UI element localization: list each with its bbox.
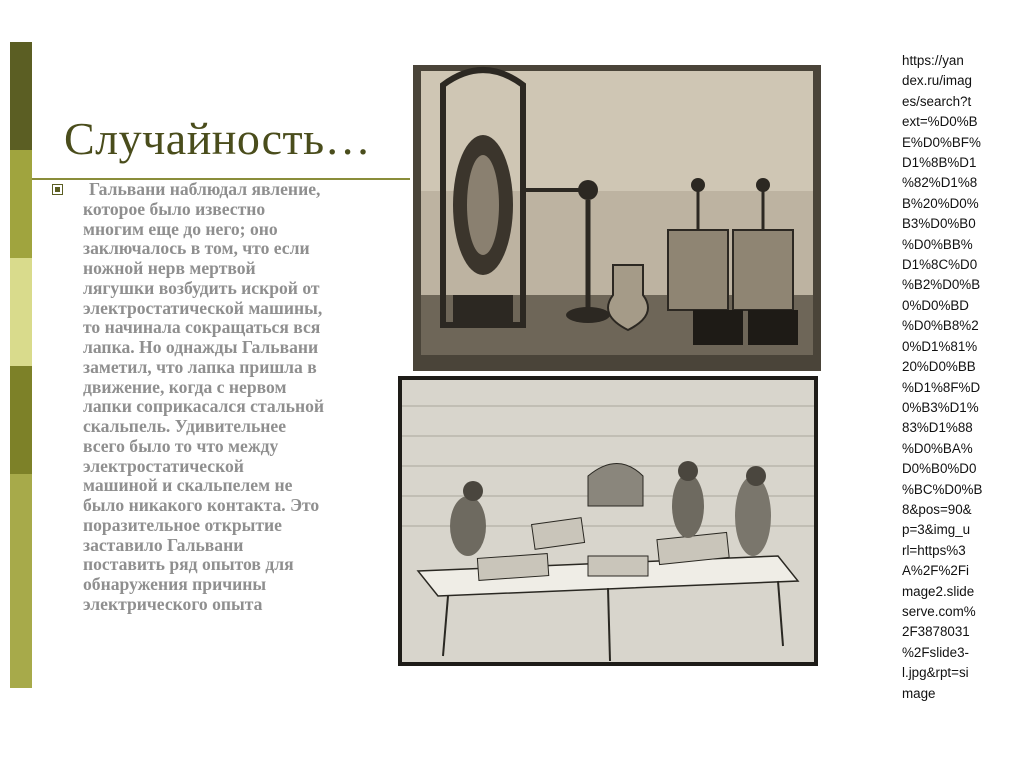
url-text-line: serve.com% — [902, 603, 976, 619]
url-text-line: %2Fslide3- — [902, 644, 969, 660]
url-text-line: 8&pos=90& — [902, 501, 972, 517]
accent-segment — [10, 42, 32, 150]
slide-body-text — [83, 180, 413, 615]
url-text-line: B%20%D0% — [902, 195, 979, 211]
url-text-line: mage — [902, 685, 936, 701]
body-text-line: электростатической — [83, 455, 244, 476]
body-text-line: лягушки возбудить искрой от — [83, 277, 320, 298]
url-text-line: rl=https%3 — [902, 542, 966, 558]
url-text-line: es/search?t — [902, 93, 972, 109]
url-text-line: %82%D1%8 — [902, 175, 978, 191]
url-text-line: %D0%BA% — [902, 440, 973, 456]
body-text-line: поразительное открытие — [83, 514, 282, 535]
source-url-text — [902, 51, 1002, 704]
url-text-line: D1%8C%D0 — [902, 257, 978, 273]
url-text-line: 0%D1%81% — [902, 338, 978, 354]
url-text-line: 2F3878031 — [902, 624, 970, 640]
body-text-line: электростатической машины, — [83, 297, 323, 318]
url-text-line: %D1%8F%D — [902, 379, 981, 395]
slide-title: Случайность… — [64, 113, 372, 164]
url-text-line: %B2%D0%B — [902, 277, 981, 293]
url-text-line: dex.ru/imag — [902, 73, 972, 89]
body-text-line: заставило Гальвани — [83, 534, 244, 555]
body-text-line: было никакого контакта. Это — [83, 495, 320, 515]
url-text-line: E%D0%BF% — [902, 134, 981, 150]
sidebar-accent-bar — [10, 42, 32, 688]
body-text-line: машиной и скальпелем не — [83, 475, 293, 496]
body-text-line: ножной нерв мертвой — [83, 258, 256, 278]
body-text-line: лапки соприкасался стальной — [83, 396, 325, 417]
url-text-line: B3%D0%B0 — [902, 216, 976, 232]
url-text-line: mage2.slide — [902, 583, 975, 599]
body-text-line: лапка. Но однажды Гальвани — [83, 337, 319, 357]
url-text-line: https://yan — [902, 53, 964, 68]
url-text-line: 20%D0%BB — [902, 359, 976, 375]
laboratory-apparatus-photo — [413, 65, 821, 371]
galvani-experiment-engraving — [398, 376, 818, 666]
accent-segment — [10, 366, 32, 474]
body-text-line: Гальвани наблюдал явление, — [89, 179, 321, 199]
url-text-line: D1%8B%D1 — [902, 155, 977, 171]
url-text-line: D0%B0%D0 — [902, 461, 977, 477]
url-text-line: %D0%B8%2 — [902, 318, 979, 334]
url-text-line: p=3&img_u — [902, 522, 971, 538]
url-text-line: A%2F%2Fi — [902, 563, 969, 579]
body-text-line: всего было то что между — [83, 435, 279, 456]
url-text-line: %BC%D0%B — [902, 481, 983, 497]
body-text-line: поставить ряд опытов для — [83, 554, 294, 575]
square-bullet-icon — [52, 184, 63, 195]
url-text-line: 0%B3%D1% — [902, 399, 979, 415]
accent-segment — [10, 150, 32, 258]
body-text-line: скальпель. Удивительнее — [83, 416, 286, 436]
accent-segment — [10, 474, 32, 688]
url-text-line: ext=%D0%B — [902, 114, 978, 130]
body-text-line: электрического опыта — [83, 593, 263, 614]
body-text-line: заключалось в том, что если — [83, 238, 310, 259]
url-text-line: 0%D0%BD — [902, 297, 969, 313]
accent-segment — [10, 258, 32, 366]
url-text-line: %D0%BB% — [902, 236, 973, 252]
body-text-line: обнаружения причины — [83, 574, 267, 594]
body-text-line: многим еще до него; оно — [83, 218, 278, 239]
body-text-line: движение, когда с нервом — [83, 376, 287, 397]
body-text-line: заметил, что лапка пришла в — [83, 356, 317, 377]
body-text-line: то начинала сокращаться вся — [83, 317, 321, 338]
url-text-line: l.jpg&rpt=si — [902, 665, 969, 681]
body-text-line: которое было известно — [83, 198, 266, 219]
url-text-line: 83%D1%88 — [902, 420, 973, 436]
